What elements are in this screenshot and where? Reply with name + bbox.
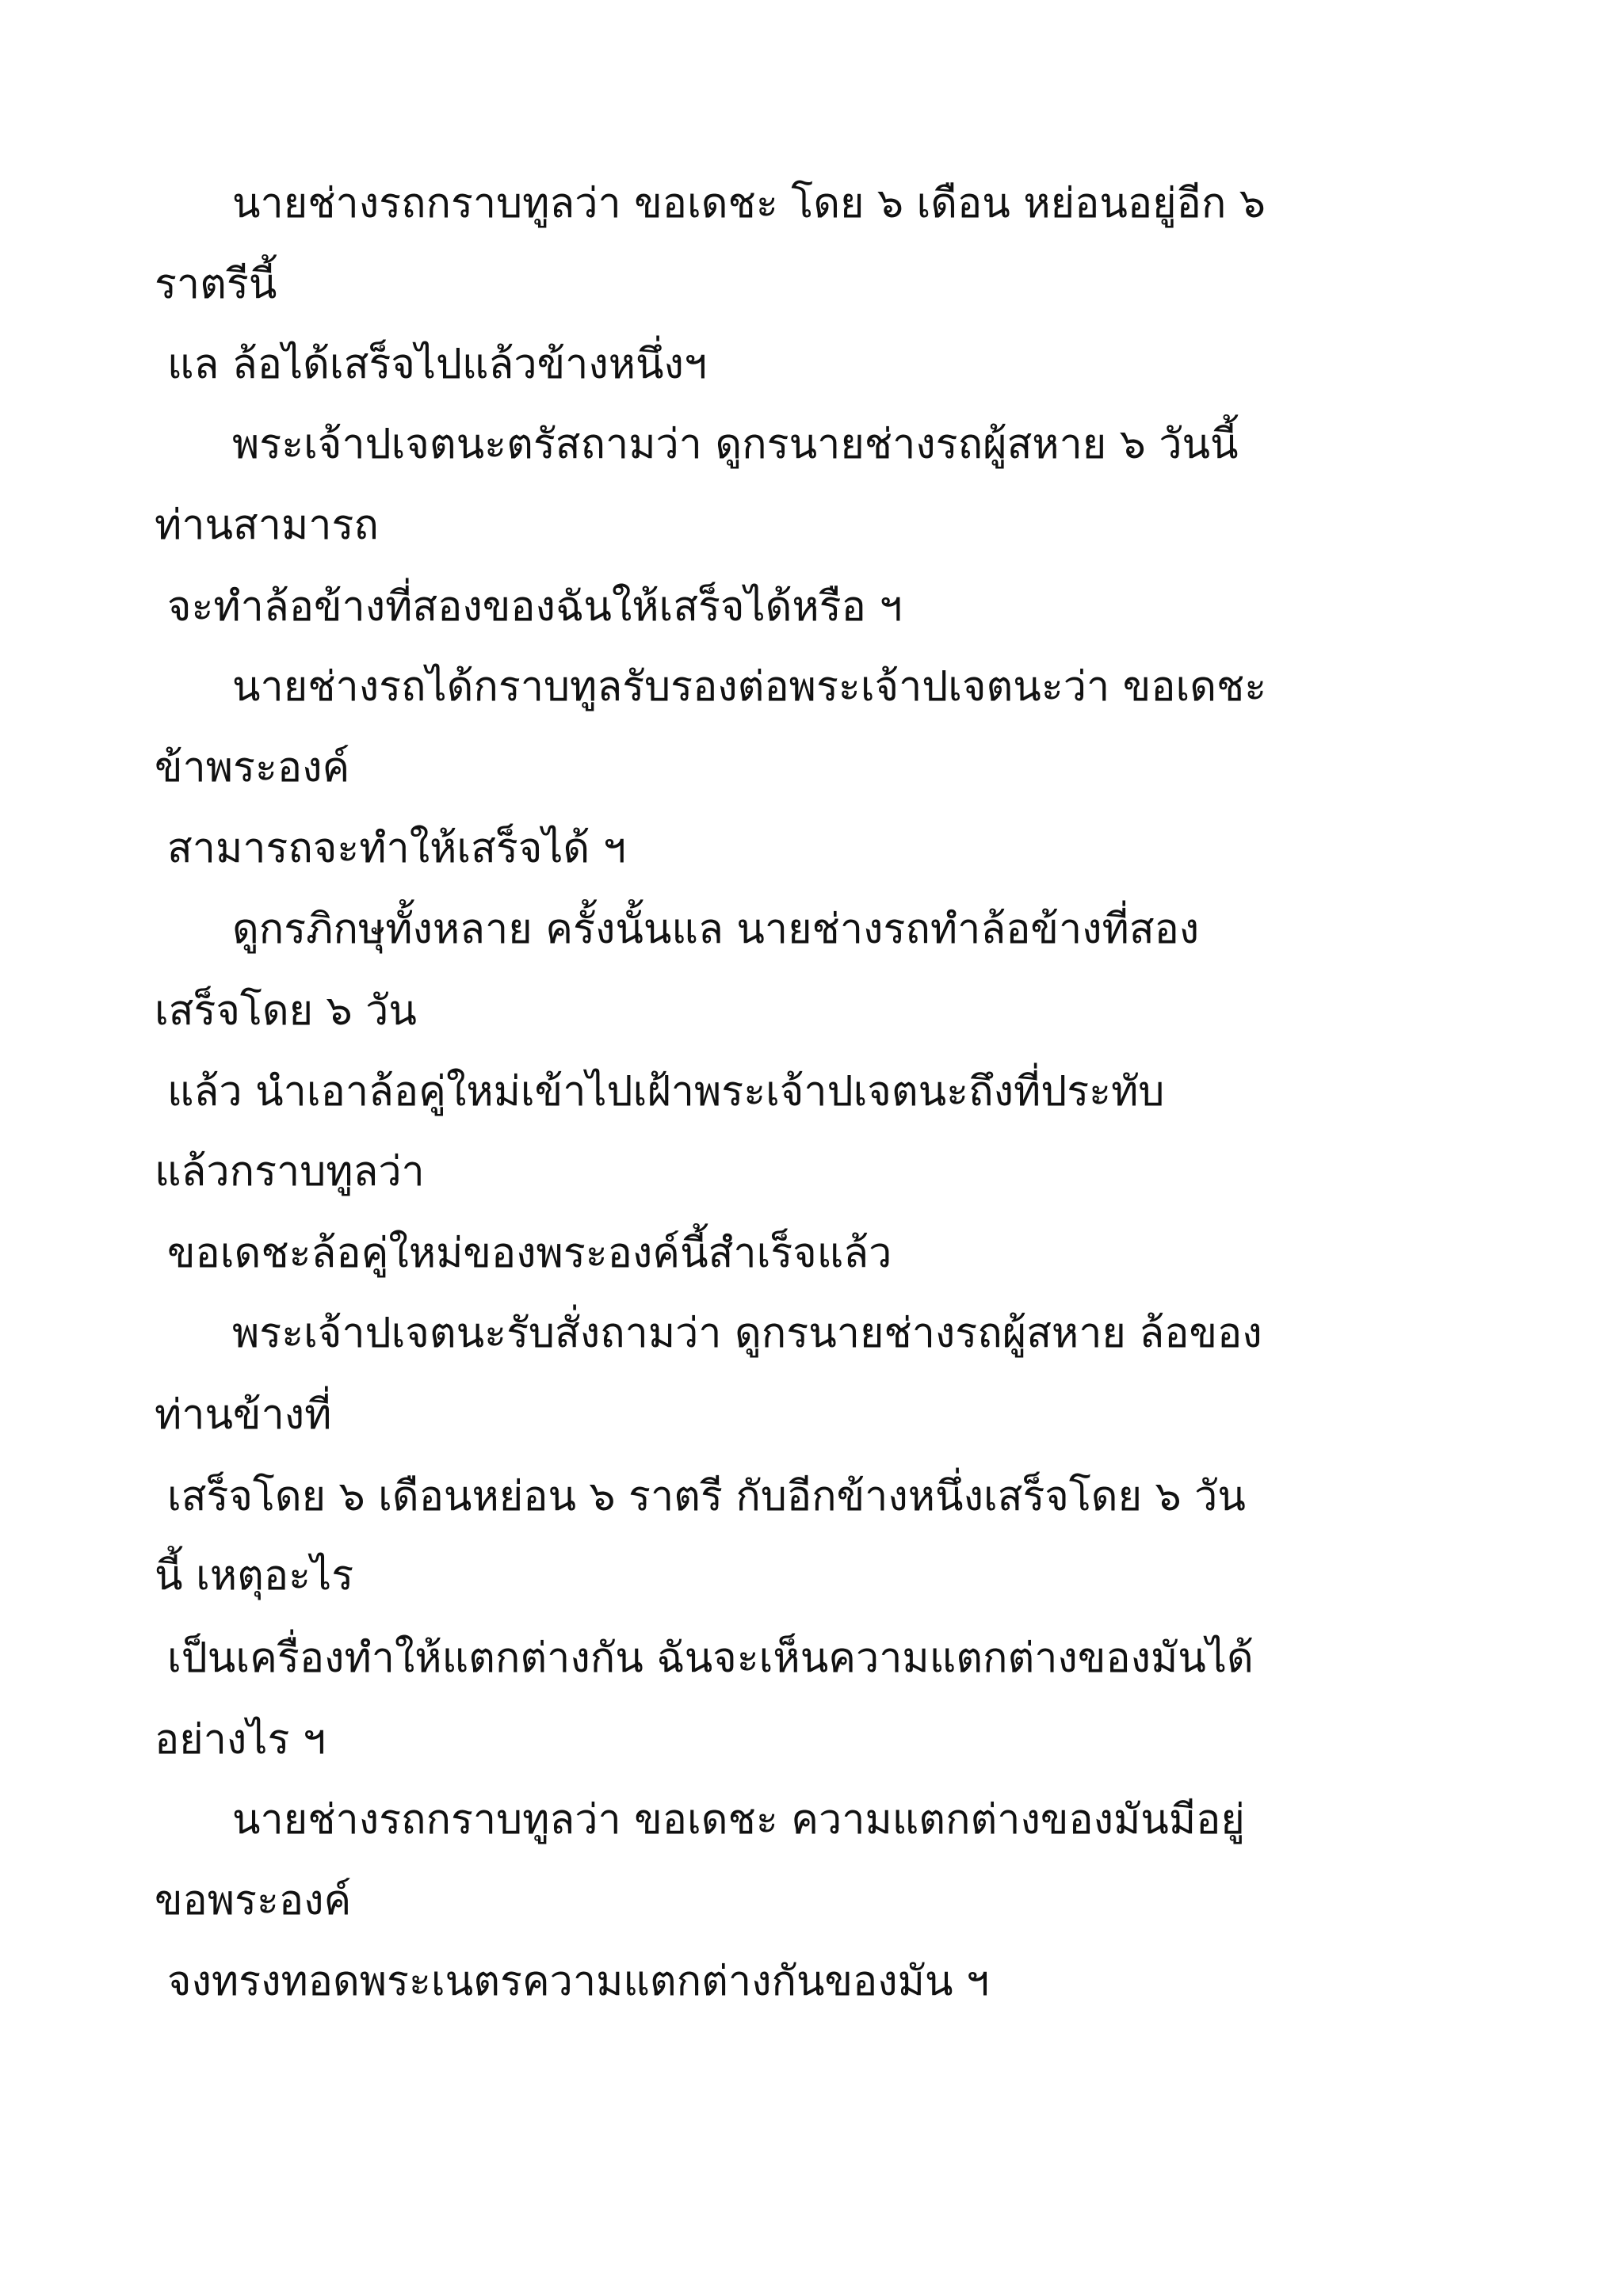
- paragraph-1-line-2: ราตรีนี้: [155, 261, 277, 308]
- paragraph-5-line-3: เสร็จโดย ๖ เดือนหย่อน ๖ ราตรี กับอีกข้างหนึ่งเสร็จโดย ๖ วัน: [167, 1473, 1246, 1520]
- paragraph-5-line-2: ท่านข้างที่: [155, 1391, 332, 1439]
- paragraph-6-line-3: จงทรงทอดพระเนตรความแตกต่างกันของมัน ฯ: [167, 1958, 990, 2005]
- paragraph-6-line-2: ขอพระองค์: [155, 1877, 352, 1924]
- paragraph-6-line-1: นายช่างรถกราบทูลว่า ขอเดชะ ความแตกต่างของมันมีอยู่: [232, 1796, 1245, 1844]
- paragraph-4-line-2: เสร็จโดย ๖ วัน: [155, 987, 417, 1035]
- paragraph-5-line-1: พระเจ้าปเจตนะรับสั่งถามว่า ดูกรนายช่างรถผู้สหาย ล้อของ: [232, 1310, 1262, 1357]
- paragraph-2-line-1: พระเจ้าปเจตนะตรัสถามว่า ดูกรนายช่างรถผู้สหาย ๖ วันนี้: [232, 421, 1239, 468]
- paragraph-2-line-3: จะทำล้อข้างที่สองของฉันให้เสร็จได้หรือ ฯ: [167, 583, 903, 631]
- paragraph-2-line-2: ท่านสามารถ: [155, 502, 379, 549]
- paragraph-5-line-4: นี้ เหตุอะไร: [155, 1552, 354, 1600]
- paragraph-5-line-5: เป็นเครื่องทำให้แตกต่างกัน ฉันจะเห็นความแตกต่างของมันได้: [167, 1634, 1254, 1682]
- paragraph-4-line-4: แล้วกราบทูลว่า: [155, 1148, 425, 1196]
- paragraph-4-line-5: ขอเดชะล้อคู่ใหม่ของพระองค์นี้สำเร็จแล้ว: [167, 1230, 892, 1277]
- paragraph-5-line-6: อย่างไร ฯ: [155, 1716, 327, 1764]
- paragraph-3-line-2: ข้าพระองค์: [155, 744, 350, 791]
- paragraph-4-line-3: แล้ว นำเอาล้อคู่ใหม่เข้าไปเฝ้าพระเจ้าปเจตนะถึงที่ประทับ: [167, 1068, 1165, 1116]
- paragraph-3-line-3: สามารถจะทำให้เสร็จได้ ฯ: [167, 825, 626, 872]
- paragraph-3-line-1: นายช่างรถได้กราบทูลรับรองต่อพระเจ้าปเจตนะว่า ขอเดชะ: [232, 663, 1267, 711]
- paragraph-1-line-1: นายช่างรถกราบทูลว่า ขอเดชะ โดย ๖ เดือน หย่อนอยู่อีก ๖: [232, 180, 1266, 227]
- paragraph-1-line-3: แล ล้อได้เสร็จไปแล้วข้างหนึ่งฯ: [167, 341, 708, 388]
- paragraph-4-line-1: ดูกรภิกษุทั้งหลาย ครั้งนั้นแล นายช่างรถทำล้อข้างที่สอง: [232, 906, 1200, 953]
